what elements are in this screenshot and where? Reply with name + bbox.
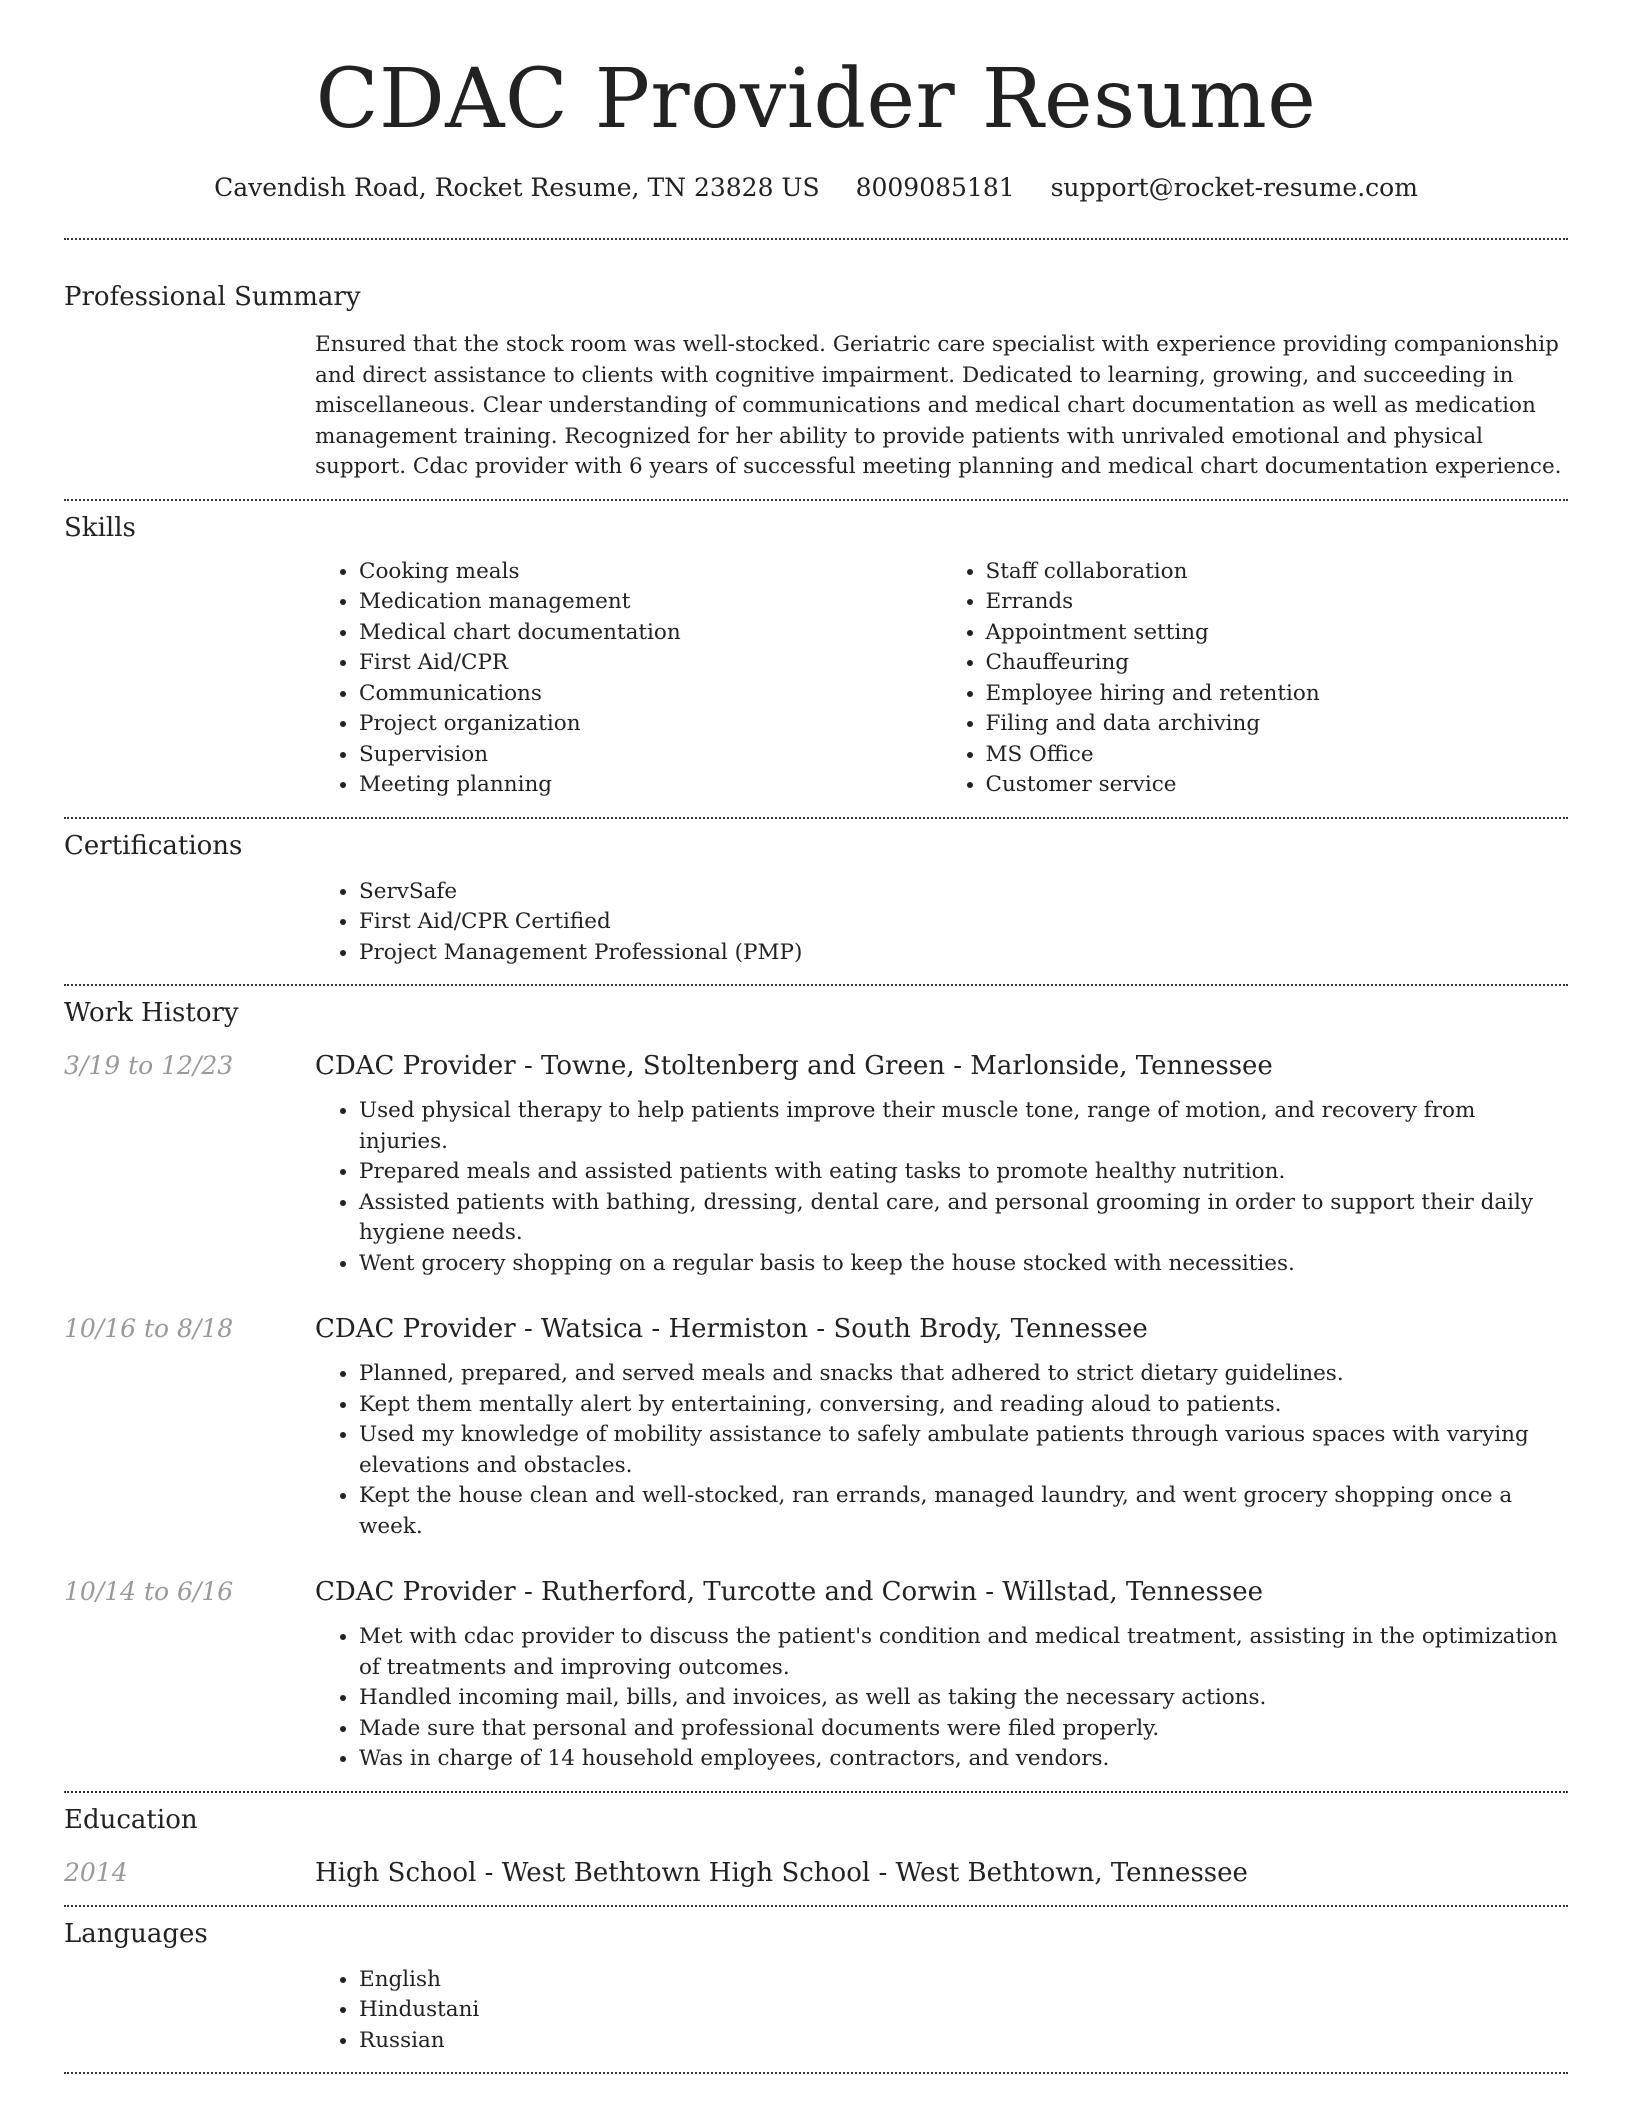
languages-section bbox=[64, 1917, 1568, 2057]
job-bullets bbox=[315, 1622, 1568, 1775]
skills-list bbox=[315, 557, 1568, 801]
education-section bbox=[64, 1803, 1568, 1889]
summary-section bbox=[64, 280, 1568, 483]
languages-list bbox=[315, 1965, 1568, 2057]
skill-item: • Medication management bbox=[359, 587, 942, 618]
section-divider bbox=[64, 984, 1568, 986]
summary-heading: Professional Summary bbox=[64, 282, 361, 312]
skill-item: • Communications bbox=[359, 679, 942, 710]
language-item: • Russian bbox=[359, 2026, 1568, 2057]
contact-address: Cavendish Road, Rocket Resume, TN 23828 US bbox=[214, 173, 820, 202]
work-history-heading: Work History bbox=[64, 998, 239, 1028]
contact-phone: 8009085181 bbox=[855, 173, 1015, 202]
job-bullets bbox=[315, 1096, 1568, 1279]
languages-heading: Languages bbox=[64, 1918, 208, 1949]
section-divider bbox=[64, 817, 1568, 819]
job-bullet: • Assisted patients with bathing, dressing, dental care, and personal grooming in order to support their daily hygiene needs. bbox=[359, 1188, 1568, 1249]
job-title: CDAC Provider - Towne, Stoltenberg and Green - Marlonside, Tennessee bbox=[315, 1051, 1273, 1081]
skill-item: • Cooking meals bbox=[359, 557, 942, 588]
certification-item: • First Aid/CPR Certified bbox=[359, 907, 1568, 938]
skill-item: • Medical chart documentation bbox=[359, 618, 942, 649]
skill-item: • Customer service bbox=[986, 770, 1569, 801]
job-date: 10/16 to 8/18 bbox=[64, 1314, 234, 1343]
job-entry bbox=[64, 1050, 1568, 1279]
resume-page bbox=[64, 0, 1568, 2074]
skill-item: • Chauffeuring bbox=[986, 648, 1569, 679]
contact-email: support@rocket-resume.com bbox=[1050, 173, 1418, 202]
language-item: • Hindustani bbox=[359, 1995, 1568, 2026]
job-date: 3/19 to 12/23 bbox=[64, 1051, 234, 1080]
section-divider bbox=[64, 2072, 1568, 2074]
certifications-list bbox=[315, 877, 1568, 969]
job-bullet: • Was in charge of 14 household employees, contractors, and vendors. bbox=[359, 1744, 1568, 1775]
job-bullet: • Used physical therapy to help patients improve their muscle tone, range of motion, and recovery from injuries. bbox=[359, 1096, 1568, 1157]
skill-item: • Filing and data archiving bbox=[986, 709, 1569, 740]
skills-heading: Skills bbox=[64, 512, 136, 543]
certification-item: • Project Management Professional (PMP) bbox=[359, 938, 1568, 969]
certifications-section bbox=[64, 829, 1568, 969]
skill-item: • Staff collaboration bbox=[986, 557, 1569, 588]
job-title: CDAC Provider - Watsica - Hermiston - South Brody, Tennessee bbox=[315, 1314, 1148, 1344]
job-bullet: • Planned, prepared, and served meals and snacks that adhered to strict dietary guidelines. bbox=[359, 1359, 1568, 1390]
job-bullet: • Went grocery shopping on a regular basis to keep the house stocked with necessities. bbox=[359, 1249, 1568, 1280]
job-bullet: • Prepared meals and assisted patients with eating tasks to promote healthy nutrition. bbox=[359, 1157, 1568, 1188]
skills-column-right bbox=[942, 557, 1569, 801]
section-divider bbox=[64, 1905, 1568, 1907]
job-bullet: • Met with cdac provider to discuss the patient's condition and medical treatment, assisting in the optimization of treatments and improving outcomes. bbox=[359, 1622, 1568, 1683]
work-history-section bbox=[64, 996, 1568, 1775]
job-title: CDAC Provider - Rutherford, Turcotte and Corwin - Willstad, Tennessee bbox=[315, 1577, 1263, 1607]
language-item: • English bbox=[359, 1965, 1568, 1996]
job-entry bbox=[64, 1576, 1568, 1775]
job-bullet: • Kept them mentally alert by entertaining, conversing, and reading aloud to patients. bbox=[359, 1390, 1568, 1421]
resume-title: CDAC Provider Resume bbox=[315, 52, 1317, 147]
job-bullet: • Used my knowledge of mobility assistance to safely ambulate patients through various spaces with varying elevations and obstacles. bbox=[359, 1420, 1568, 1481]
section-divider bbox=[64, 1791, 1568, 1793]
skill-item: • Project organization bbox=[359, 709, 942, 740]
summary-text: Ensured that the stock room was well-stocked. Geriatric care specialist with experience providing companionship and direct assistance to clients with cognitive impairment. Dedicated to learning, growing, and succeeding in miscellaneous. Clear understanding of communications and medical chart documentation as well as medication management training. Recognized for her ability to provide patients with unrivaled emotional and physical support. Cdac provider with 6 years of successful meeting planning and medical chart documentation experience. bbox=[315, 332, 1562, 479]
job-bullet: • Kept the house clean and well-stocked, ran errands, managed laundry, and went grocery shopping once a week. bbox=[359, 1481, 1568, 1542]
education-date: 2014 bbox=[64, 1857, 128, 1887]
section-divider bbox=[64, 499, 1568, 501]
job-date: 10/14 to 6/16 bbox=[64, 1577, 234, 1606]
skills-column-left bbox=[315, 557, 942, 801]
job-bullets bbox=[315, 1359, 1568, 1542]
certifications-heading: Certifications bbox=[64, 830, 243, 861]
skill-item: • MS Office bbox=[986, 740, 1569, 771]
certification-item: • ServSafe bbox=[359, 877, 1568, 908]
education-title: High School - West Bethtown High School - West Bethtown, Tennessee bbox=[315, 1857, 1248, 1888]
education-heading: Education bbox=[64, 1804, 198, 1835]
skill-item: • Employee hiring and retention bbox=[986, 679, 1569, 710]
skill-item: • Meeting planning bbox=[359, 770, 942, 801]
job-bullet: • Made sure that personal and professional documents were filed properly. bbox=[359, 1714, 1568, 1745]
skill-item: • Errands bbox=[986, 587, 1569, 618]
skill-item: • First Aid/CPR bbox=[359, 648, 942, 679]
skills-section bbox=[64, 511, 1568, 801]
education-entry bbox=[64, 1857, 1568, 1889]
section-divider bbox=[64, 238, 1568, 240]
skill-item: • Appointment setting bbox=[986, 618, 1569, 649]
skill-item: • Supervision bbox=[359, 740, 942, 771]
job-bullet: • Handled incoming mail, bills, and invoices, as well as taking the necessary actions. bbox=[359, 1683, 1568, 1714]
contact-line bbox=[64, 172, 1568, 204]
job-entry bbox=[64, 1313, 1568, 1542]
